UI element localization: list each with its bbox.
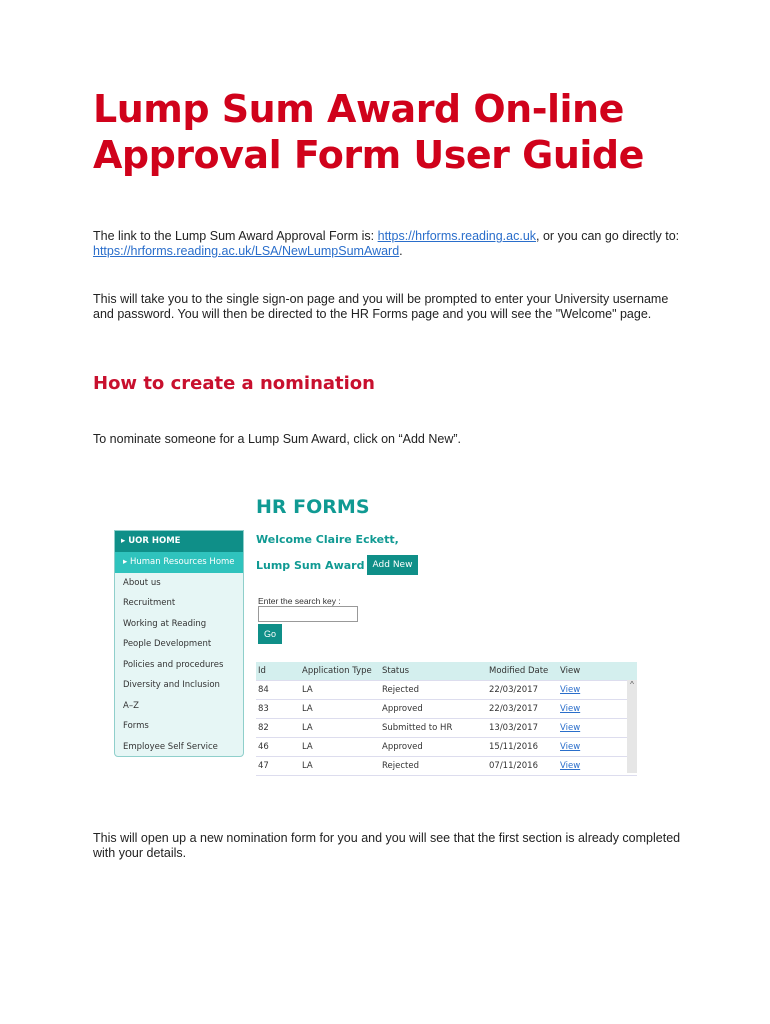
table-row [256,738,637,757]
intro-paragraph [93,229,683,259]
view-link[interactable]: View [560,723,581,733]
sidebar-item-working[interactable]: Working at Reading [123,618,207,629]
cell-status: Rejected [382,685,419,695]
col-view: View [560,666,581,676]
cell-type: LA [302,742,313,752]
cell-status: Submitted to HR [382,723,453,733]
cell-id: 84 [258,685,269,695]
cell-date: 15/11/2016 [489,742,538,752]
cell-type: LA [302,704,313,714]
cell-date: 22/03/2017 [489,685,538,695]
sidebar-item-policies[interactable]: Policies and procedures [123,659,224,670]
add-new-button[interactable]: Add New [367,555,418,575]
col-type: Application Type [302,666,372,676]
new-lump-sum-award-link[interactable]: https://hrforms.reading.ac.uk/LSA/NewLumpSumAward [93,244,400,258]
intro-text-3: . [399,244,403,258]
col-status: Status [382,666,410,676]
sidebar-item-diversity[interactable]: Diversity and Inclusion [123,680,220,690]
view-link[interactable]: View [560,685,581,695]
table-row [256,681,637,700]
sidebar-item-self-service[interactable]: Employee Self Service [123,741,218,752]
col-date: Modified Date [489,666,549,676]
cell-id: 83 [258,704,269,714]
welcome-text: Welcome Claire Eckett, [256,533,399,546]
view-link[interactable]: View [560,742,581,752]
hrforms-link[interactable]: https://hrforms.reading.ac.uk [377,229,537,243]
sidebar-item-hr-home[interactable]: ▸ Human Resources Home [115,552,243,573]
hr-forms-header: HR FORMS [256,496,370,518]
col-id: Id [258,666,266,676]
cell-id: 47 [258,761,269,771]
view-link[interactable]: View [560,761,581,771]
sidebar-item-about[interactable]: About us [123,577,161,588]
cell-type: LA [302,761,313,771]
sidebar-home[interactable]: ▸ UOR HOME [115,531,243,552]
cell-status: Approved [382,704,423,714]
lump-sum-award-label: Lump Sum Award [256,559,365,572]
cell-type: LA [302,685,313,695]
intro-text-1: The link to the Lump Sum Award Approval Form is: [93,229,378,243]
closing-paragraph: This will open up a new nomination form for you and you will see that the first section is already completed with your details. [93,831,681,860]
document-title: Lump Sum Award On-line Approval Form User Guide [93,87,644,177]
cell-status: Rejected [382,761,419,771]
sidebar-item-recruitment[interactable]: Recruitment [123,598,176,608]
go-button[interactable]: Go [258,624,282,644]
sidebar-item-forms[interactable]: Forms [123,721,149,731]
cell-id: 46 [258,742,269,752]
nominate-paragraph: To nominate someone for a Lump Sum Award, click on “Add New”. [93,432,461,446]
sign-on-paragraph: This will take you to the single sign-on page and you will be prompted to enter your University username and password. You will then be directed to the HR Forms page and you will see the "Welcome" page. [93,292,669,321]
sidebar-item-people-dev[interactable]: People Development [123,639,212,649]
cell-id: 82 [258,723,269,733]
cell-date: 13/03/2017 [489,723,538,733]
sidebar-item-a-z[interactable]: A–Z [123,700,139,711]
table-row [256,700,637,719]
section-heading: How to create a nomination [93,373,375,394]
sidebar [114,530,244,757]
applications-table [256,662,637,776]
hr-forms-screenshot [110,490,640,780]
cell-date: 22/03/2017 [489,704,538,714]
table-header [256,662,637,681]
cell-type: LA [302,723,313,733]
cell-status: Approved [382,742,423,752]
table-row [256,719,637,738]
view-link[interactable]: View [560,704,581,714]
cell-date: 07/11/2016 [489,761,538,771]
table-scrollbar[interactable] [627,680,637,773]
chevron-up-icon[interactable]: ^ [630,680,634,689]
search-input[interactable] [258,606,358,622]
table-row [256,757,637,776]
intro-text-2: , or you can go directly to: [536,229,680,243]
search-label: Enter the search key : [258,596,341,606]
